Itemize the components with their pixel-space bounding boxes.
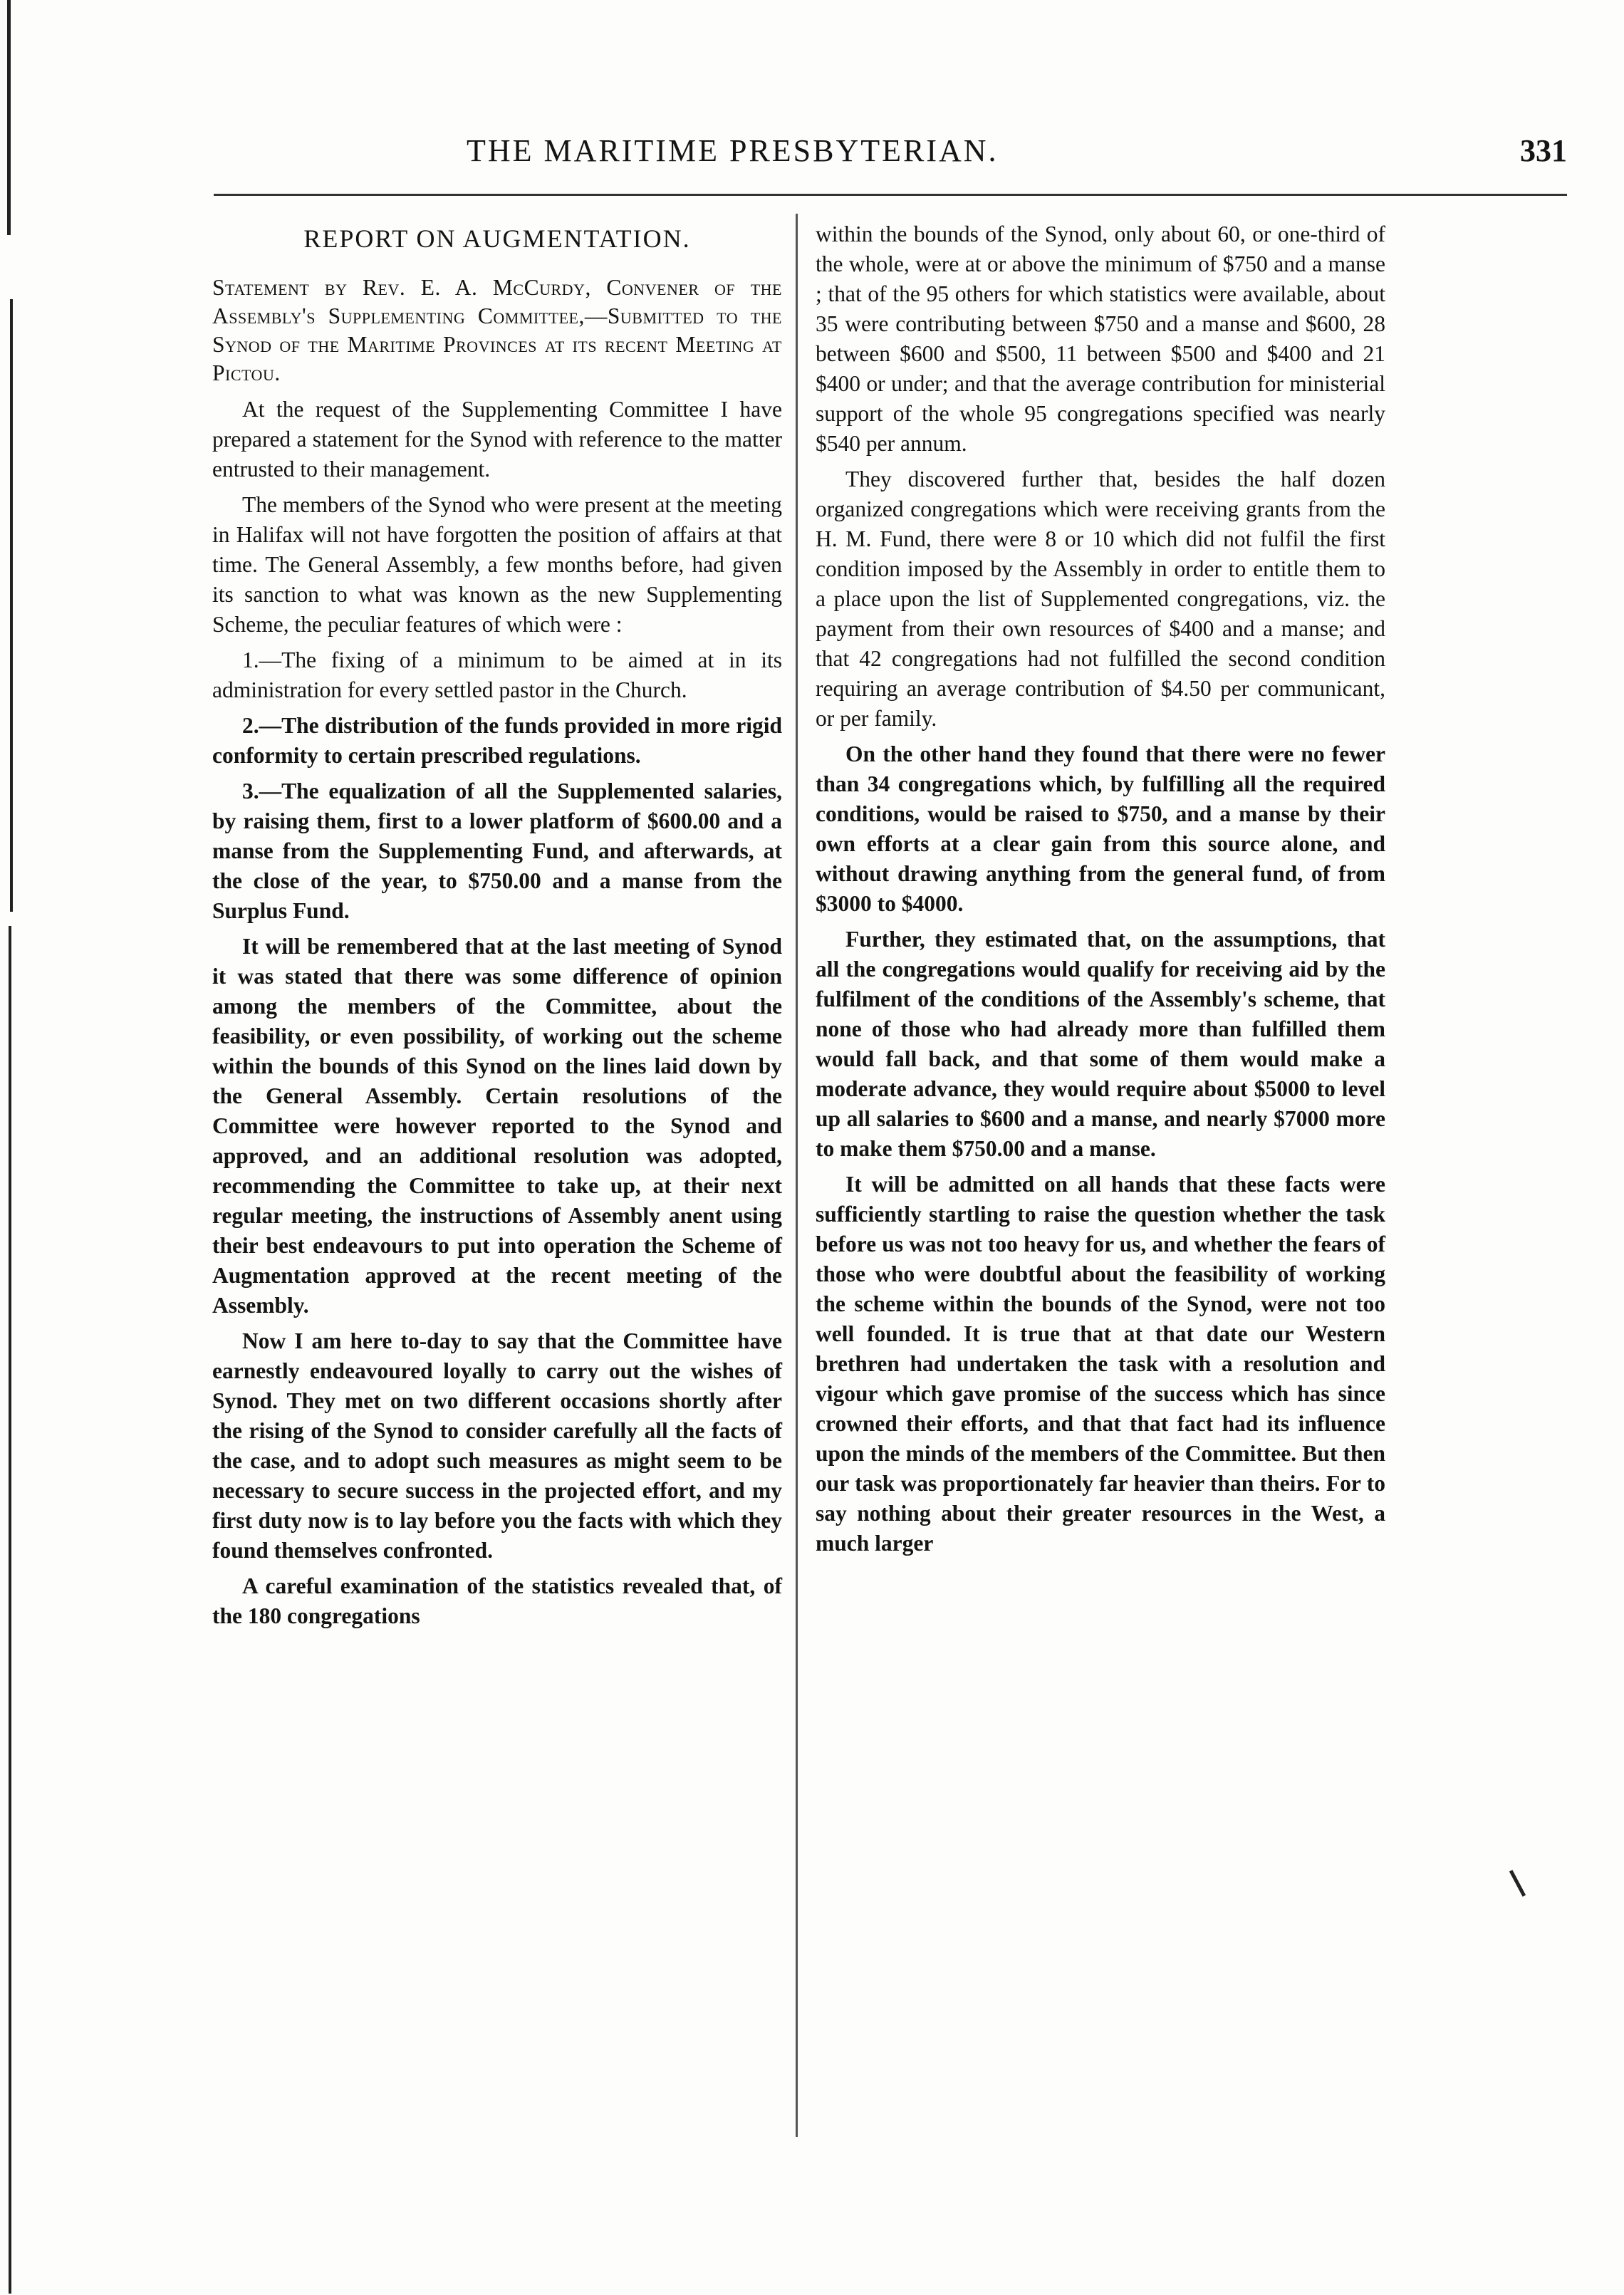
- paragraph: Now I am here to-day to say that the Committee have earnestly endeavoured loyally to carry out the wishes of Synod. They met on two different occasions shortly after the rising of the Synod to consider carefully all the facts of the case, and to adopt such measures as might seem to be necessary to secure success in the projected effort, and my first duty now is to lay before you the facts with which they found themselves confronted.: [212, 1328, 782, 1563]
- article-title: REPORT ON AUGMENTATION.: [303, 224, 691, 253]
- paragraph: It will be admitted on all hands that these facts were sufficiently startling to raise the question whether the task before us was not too heavy for us, and whether the fears of those who were doubtful about the feasibility of working the scheme within the bounds of the Synod, were not too well founded. It is true that at that date our Western brethren had undertaken the task with a resolution and vigour which gave promise of the success which has since crowned their efforts, and that that fact had its influence upon the minds of the members of the Committee. But then our task was proportionately far heavier than theirs. For to say nothing about their greater resources in the West, a much larger: [816, 1172, 1385, 1556]
- journal-title: THE MARITIME PRESBYTERIAN.: [467, 133, 999, 168]
- right-column: [816, 219, 1385, 1564]
- article-statement: Statement by Rev. E. A. McCurdy, Convener of the Assembly's Supplementing Committee,—Submitted to the Synod of the Maritime Provinces at its recent Meeting at Pictou.: [212, 275, 782, 385]
- scan-edge-mark: [10, 299, 13, 912]
- list-item: 3.—The equalization of all the Supplemented salaries, by raising them, first to a lower platform of $600.00 and a manse from the Supplementing Fund, and afterwards, at the close of the year, to $750.00 and a manse from the Surplus Fund.: [212, 779, 782, 923]
- paragraph: The members of the Synod who were present at the meeting in Halifax will not have forgotten the position of affairs at that time. The General Assembly, a few months before, had given its sanction to what was known as the new Supplementing Scheme, the peculiar features of which were :: [212, 492, 782, 637]
- paragraph: At the request of the Supplementing Committee I have prepared a statement for the Synod with reference to the matter entrusted to their management.: [212, 397, 782, 482]
- running-head: [214, 132, 1567, 175]
- paragraph: within the bounds of the Synod, only about 60, or one-third of the whole, were at or above the minimum of $750 and a manse ; that of the 95 others for which statistics were available, about 35 were contributing between $750 and a manse and $600, 28 between $600 and $500, 11 between $500 and $400 and 21 $400 or under; and that the average contribution for ministerial support of the whole 95 congregations specified was nearly $540 per annum.: [816, 222, 1385, 456]
- paragraph: They discovered further that, besides the half dozen organized congregations which were receiving grants from the H. M. Fund, there were 8 or 10 which did not fulfil the first condition imposed by the Assembly in order to entitle them to a place upon the list of Supplemented congregations, viz. the payment from their own resources of $400 and a manse; and that 42 congregations had not fulfilled the second condition requiring an average contribution of $4.50 per communicant, or per family.: [816, 467, 1385, 731]
- paragraph: It will be remembered that at the last meeting of Synod it was stated that there was some difference of opinion among the members of the Committee, about the feasibility, or even possibility, of working out the scheme within the bounds of this Synod on the lines laid down by the General Assembly. Certain resolutions of the Committee were however reported to the Synod and approved, and an additional resolution was adopted, recommending the Committee to take up, at their next regular meeting, the instructions of Assembly anent using their best endeavours to put into operation the Scheme of Augmentation approved at the recent meeting of the Assembly.: [212, 934, 782, 1318]
- column-divider: [796, 214, 798, 2137]
- paragraph: On the other hand they found that there were no fewer than 34 congregations which, by fulfilling all the required conditions, would be raised to $750, and a manse by their own efforts at a clear gain from this source alone, and without drawing anything from the general fund, of from $3000 to $4000.: [816, 741, 1385, 916]
- scan-edge-mark: [7, 0, 11, 235]
- header-rule: [214, 194, 1567, 196]
- paragraph: A careful examination of the statistics revealed that, of the 180 congregations: [212, 1573, 782, 1628]
- left-column: [212, 219, 782, 1637]
- list-item: 1.—The fixing of a minimum to be aimed at in its administration for every settled pastor in the Church.: [212, 647, 782, 702]
- list-item: 2.—The distribution of the funds provided in more rigid conformity to certain prescribed regulations.: [212, 713, 782, 768]
- scan-edge-mark: [9, 926, 11, 2294]
- paragraph: Further, they estimated that, on the assumptions, that all the congregations would qualify for receiving aid by the fulfilment of the conditions of the Assembly's scheme, that none of those who had already more than fulfilled them would fall back, and that some of them would make a moderate advance, they would require about $5000 to level up all salaries to $600 and a manse, and nearly $7000 more to make them $750.00 and a manse.: [816, 927, 1385, 1161]
- page-number: 331: [1520, 133, 1567, 168]
- margin-mark: [1509, 1870, 1526, 1897]
